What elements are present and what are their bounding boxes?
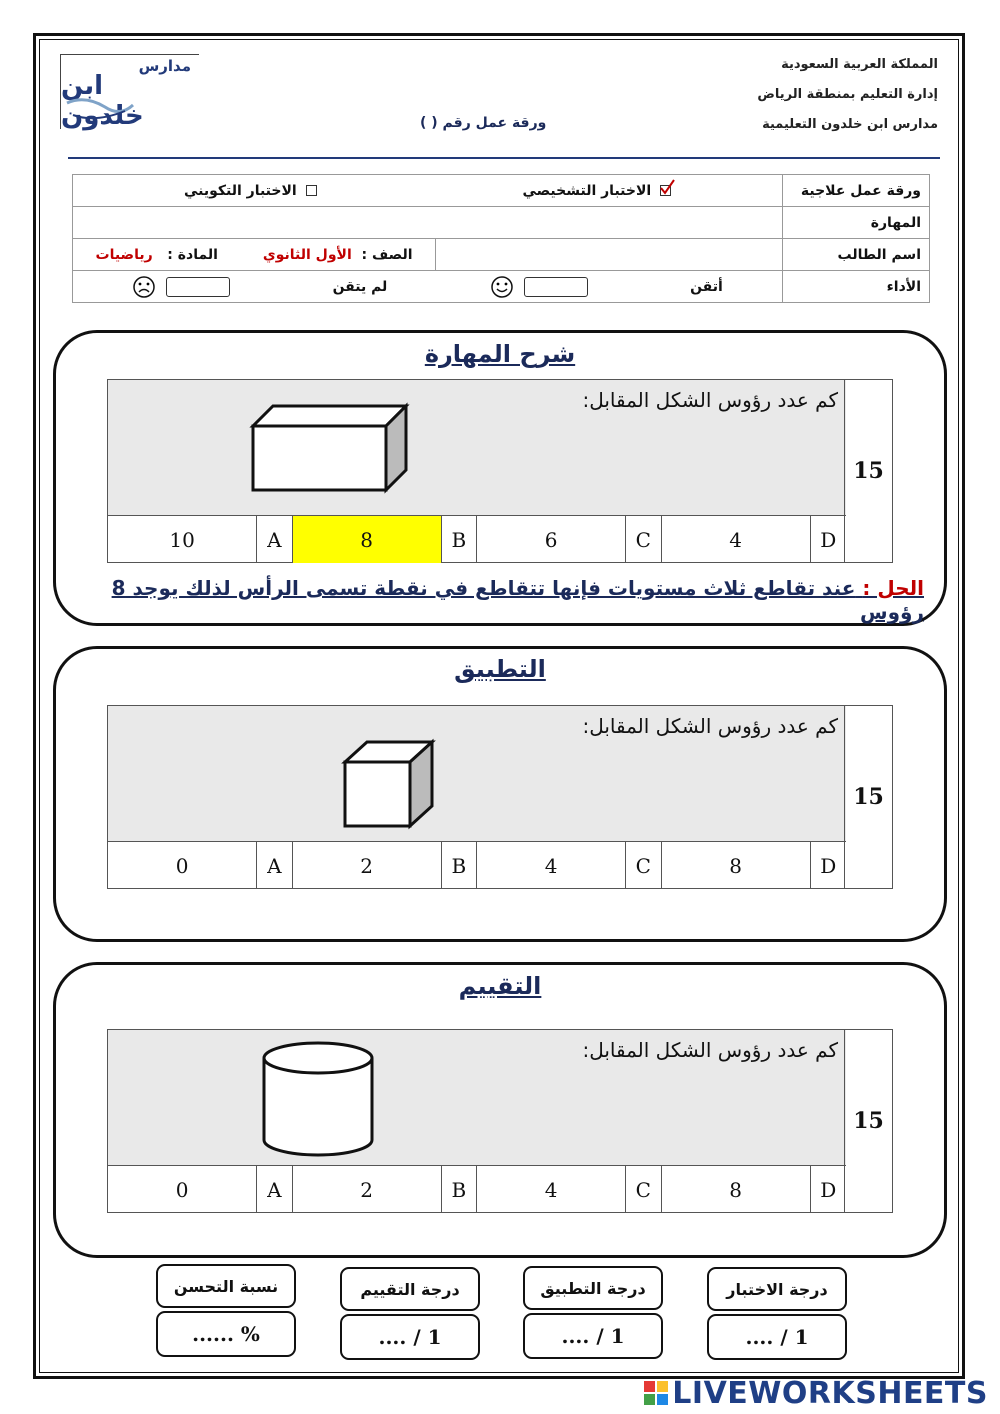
grade-value: الأول الثانوي bbox=[262, 246, 352, 263]
question-box bbox=[107, 379, 893, 563]
solution-label: الحل : bbox=[862, 576, 924, 600]
worksheet-type-label: ورقة عمل علاجية bbox=[783, 175, 930, 207]
option-key: C bbox=[626, 842, 661, 889]
option-key: B bbox=[442, 516, 477, 563]
formative-option[interactable] bbox=[184, 183, 317, 199]
option-key: D bbox=[820, 853, 837, 878]
option-value[interactable]: 4 bbox=[662, 516, 811, 563]
question-box bbox=[107, 1029, 893, 1213]
application-grade-label: درجة التطبيق bbox=[523, 1266, 663, 1310]
improvement-label: نسبة التحسن bbox=[156, 1264, 296, 1308]
assessment-grade-label: درجة التقييم bbox=[340, 1267, 480, 1311]
formative-checkbox[interactable] bbox=[306, 185, 317, 196]
section-title: التقييم bbox=[458, 972, 542, 1000]
student-name-field[interactable] bbox=[435, 239, 782, 270]
diagnostic-option[interactable] bbox=[522, 183, 671, 199]
question-box bbox=[107, 705, 893, 889]
test-grade-value[interactable]: 1 / .... bbox=[707, 1314, 847, 1360]
checkmark-icon bbox=[659, 179, 675, 195]
question-text: كم عدد رؤوس الشكل المقابل: bbox=[582, 388, 838, 412]
test-type-cell bbox=[73, 175, 783, 207]
application-grade-value[interactable]: 1 / .... bbox=[523, 1313, 663, 1359]
watermark-text: LIVEWORKSHEETS bbox=[672, 1376, 988, 1411]
mastered-box[interactable] bbox=[524, 277, 588, 297]
smile-icon bbox=[490, 275, 514, 299]
option-value[interactable]: 0 bbox=[108, 1166, 257, 1213]
schools-text: مدارس ابن خلدون التعليمية bbox=[762, 117, 938, 132]
option-value[interactable]: 0 bbox=[108, 842, 257, 889]
option-value[interactable]: 2 bbox=[293, 842, 442, 889]
option-value[interactable]: 10 bbox=[108, 516, 257, 563]
skill-field[interactable] bbox=[73, 207, 783, 239]
solution-text: عند تقاطع ثلاث مستويات فإنها تتقاطع في نقطة تسمى الرأس لذلك يوجد 8 رؤوس bbox=[111, 576, 924, 624]
not-mastered-box[interactable] bbox=[166, 277, 230, 297]
option-value[interactable]: 4 bbox=[477, 1166, 626, 1213]
question-text: كم عدد رؤوس الشكل المقابل: bbox=[582, 1038, 838, 1062]
subject-value: رياضيات bbox=[95, 246, 153, 263]
student-row bbox=[73, 239, 783, 271]
logo-main-text: ابن خلدون bbox=[61, 71, 144, 131]
watermark bbox=[643, 1376, 988, 1411]
option-key: B bbox=[442, 1166, 477, 1213]
info-table bbox=[72, 174, 930, 303]
question-number: 15 bbox=[844, 380, 892, 562]
test-grade-label: درجة الاختبار bbox=[707, 1267, 847, 1311]
subject-label: المادة : bbox=[167, 246, 218, 263]
student-name-label: اسم الطالب bbox=[783, 239, 930, 271]
question-number: 15 bbox=[844, 1030, 892, 1212]
option-value[interactable]: 8 bbox=[662, 1166, 811, 1213]
grade-label: الصف : bbox=[361, 246, 413, 263]
cylinder-icon bbox=[258, 1036, 378, 1161]
option-key: D bbox=[820, 527, 837, 552]
option-key: C bbox=[626, 516, 661, 563]
option-value[interactable]: 8 bbox=[662, 842, 811, 889]
not-mastered-label: لم يتقن bbox=[332, 278, 388, 295]
school-logo bbox=[60, 54, 199, 129]
cuboid-icon bbox=[248, 400, 418, 495]
cube-icon bbox=[340, 736, 440, 831]
question-number: 15 bbox=[844, 706, 892, 888]
option-key: B bbox=[442, 842, 477, 889]
answer-options bbox=[108, 1165, 846, 1213]
answer-options bbox=[108, 515, 846, 563]
worksheet-number: ورقة عمل رقم ( ) bbox=[420, 115, 547, 131]
section-title: التطبيق bbox=[454, 655, 546, 683]
formative-label: الاختبار التكويني bbox=[183, 182, 297, 199]
option-value[interactable]: 2 bbox=[293, 1166, 442, 1213]
option-key: D bbox=[820, 1177, 837, 1202]
option-value[interactable]: 6 bbox=[477, 516, 626, 563]
sad-icon bbox=[132, 275, 156, 299]
kingdom-text: المملكة العربية السعودية bbox=[781, 57, 938, 72]
option-key: A bbox=[257, 516, 292, 563]
diagnostic-label: الاختبار التشخيصي bbox=[522, 182, 652, 199]
solution-line bbox=[74, 576, 924, 624]
liveworksheets-logo-icon bbox=[643, 1380, 669, 1406]
performance-cell bbox=[73, 271, 783, 303]
option-key: A bbox=[257, 842, 292, 889]
question-text: كم عدد رؤوس الشكل المقابل: bbox=[582, 714, 838, 738]
skill-label: المهارة bbox=[783, 207, 930, 239]
option-value-highlighted[interactable]: 8 bbox=[293, 516, 442, 563]
performance-label: الأداء bbox=[783, 271, 930, 303]
option-value[interactable]: 4 bbox=[477, 842, 626, 889]
option-key: A bbox=[257, 1166, 292, 1213]
section-title: شرح المهارة bbox=[424, 340, 576, 368]
logo-swoosh-icon bbox=[65, 93, 135, 123]
logo-top-text: مدارس bbox=[138, 57, 191, 75]
directorate-text: إدارة التعليم بمنطقة الرياض bbox=[757, 87, 938, 102]
option-key: C bbox=[626, 1166, 661, 1213]
diagnostic-checkbox[interactable] bbox=[660, 185, 671, 196]
assessment-grade-value[interactable]: 1 / .... bbox=[340, 1314, 480, 1360]
mastered-label: أتقن bbox=[690, 278, 723, 295]
answer-options bbox=[108, 841, 846, 889]
header-divider bbox=[68, 157, 940, 159]
improvement-value[interactable]: % ...... bbox=[156, 1311, 296, 1357]
